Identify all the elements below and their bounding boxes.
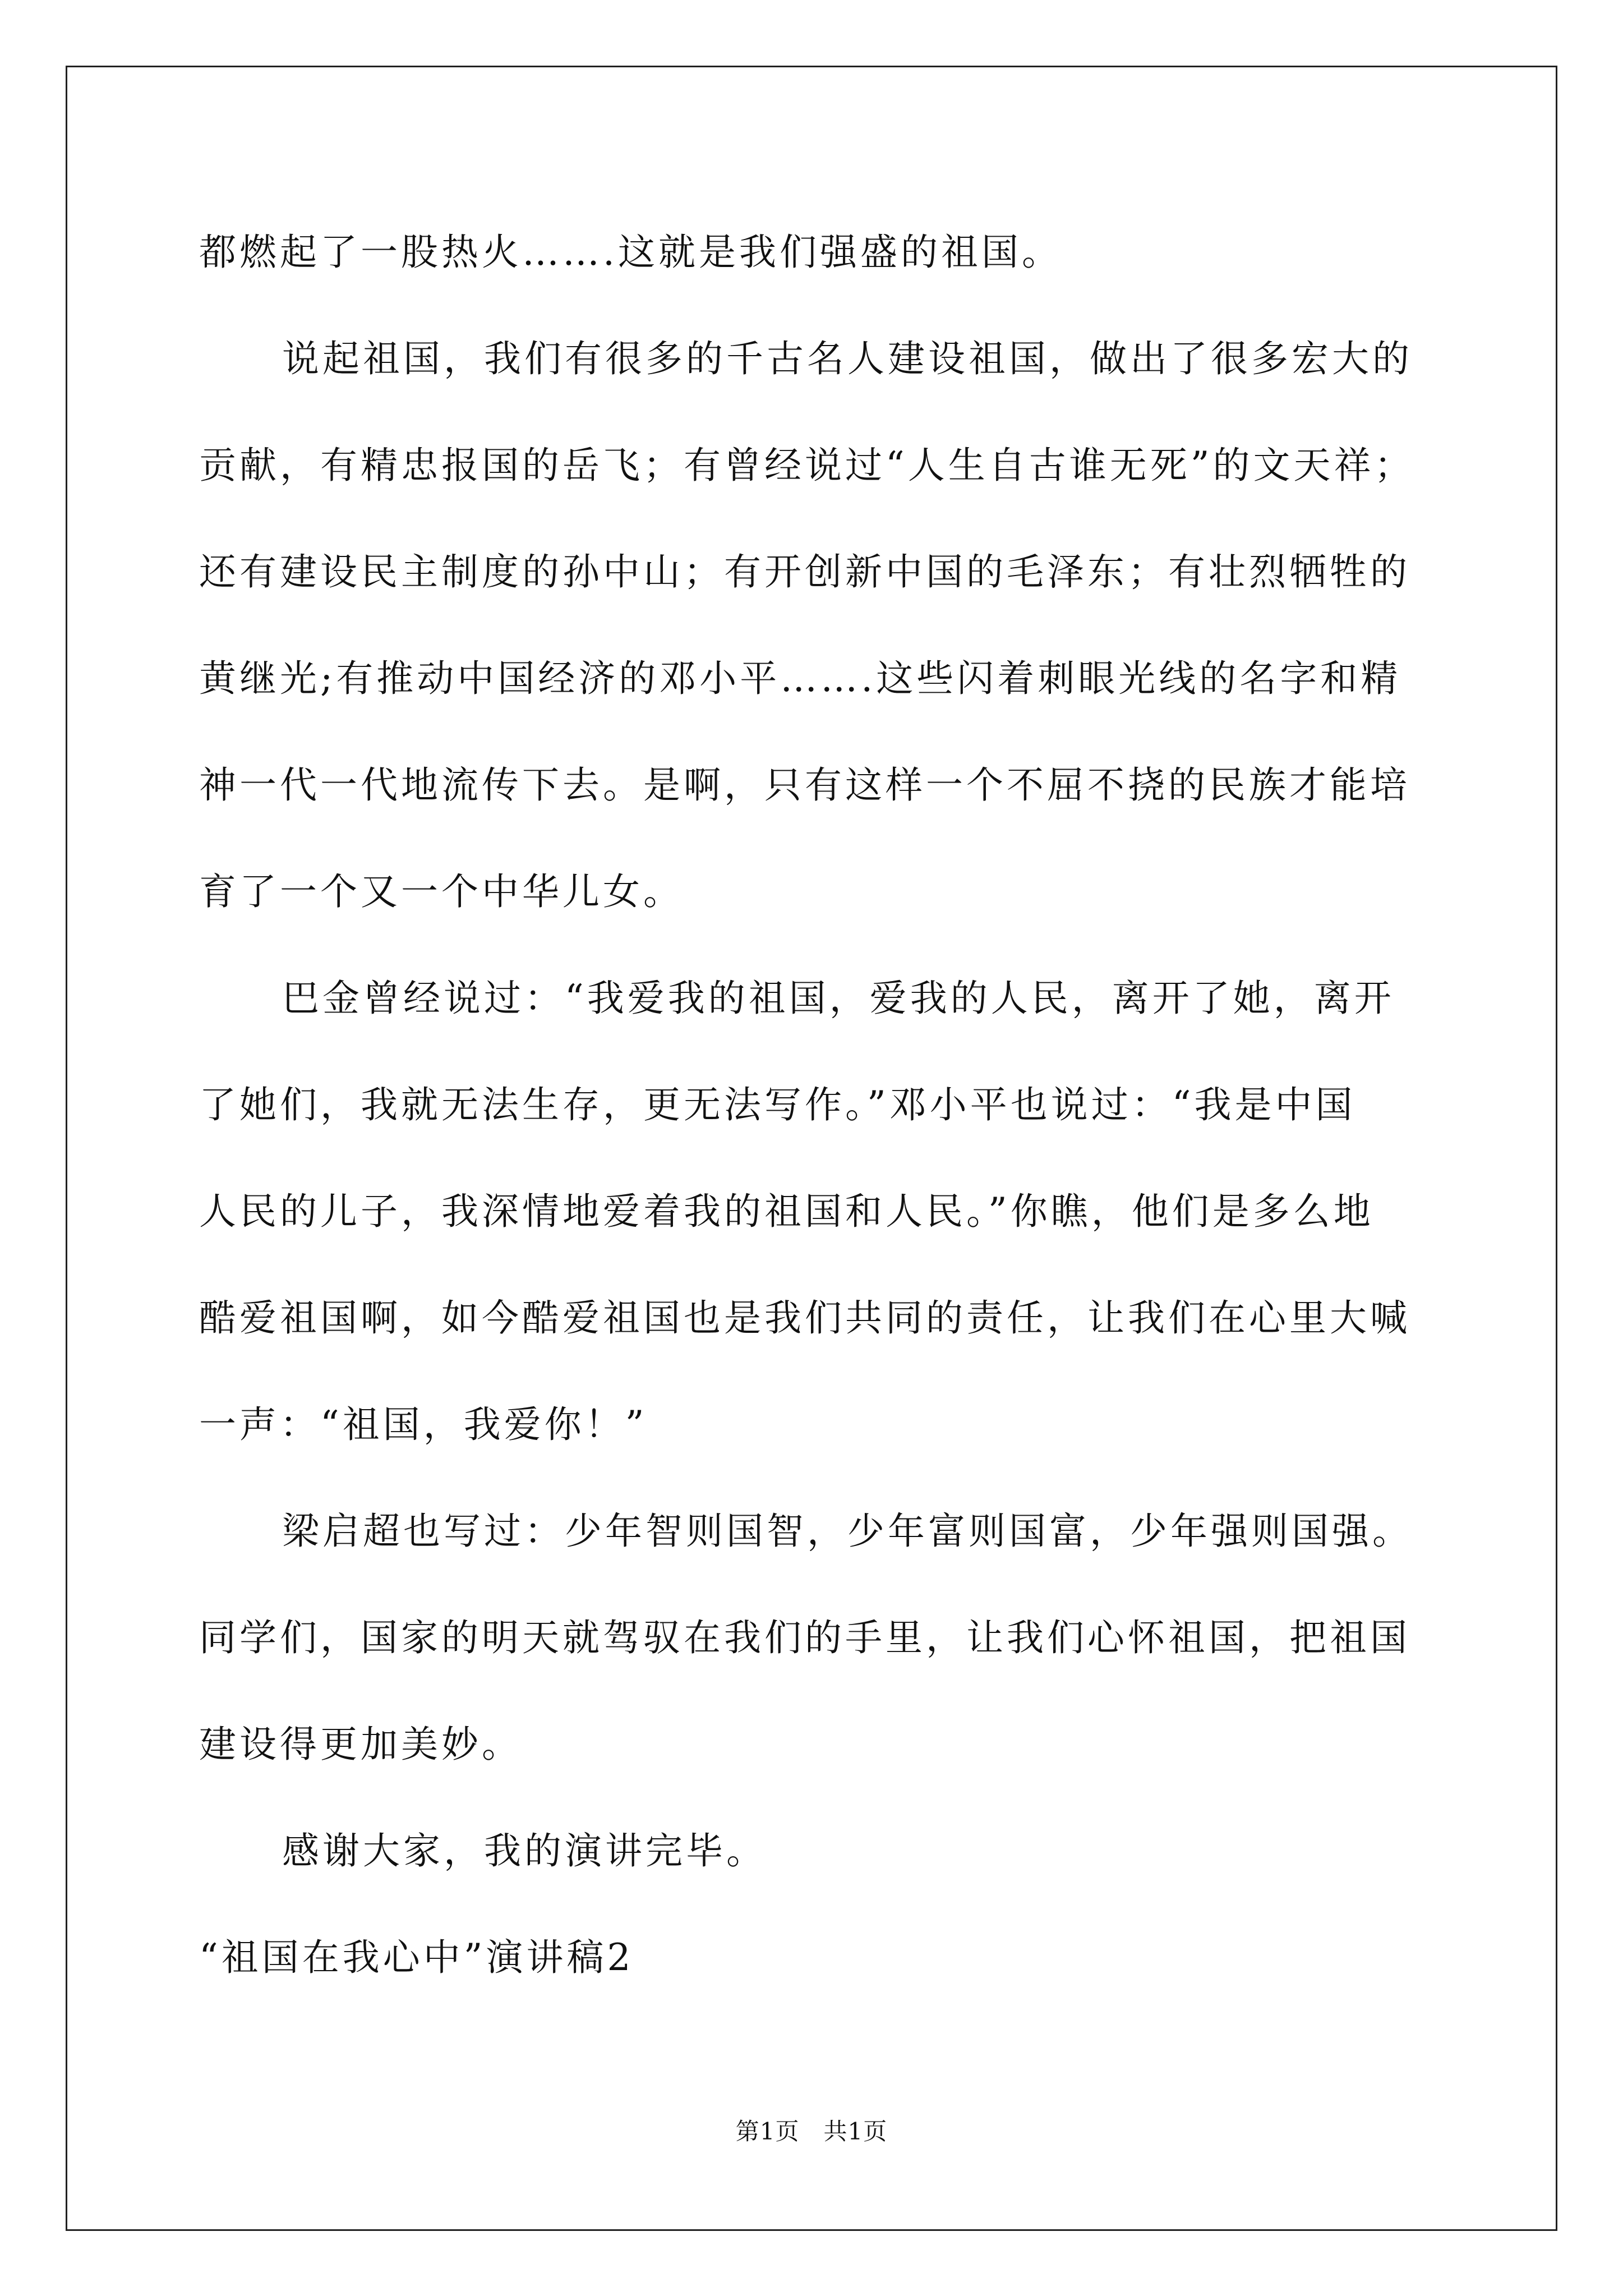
document-body (199, 199, 1433, 2011)
text-line: 人民的儿子，我深情地爱着我的祖国和人民。”你瞧，他们是多么地 (199, 1190, 1374, 1233)
text-line: 酷爱祖国啊，如今酷爱祖国也是我们共同的责任，让我们在心里大喊 (199, 1296, 1410, 1340)
text-line: 还有建设民主制度的孙中山；有开创新中国的毛泽东；有壮烈牺牲的 (199, 550, 1410, 593)
text-line: 一声：“祖国，我爱你！” (199, 1403, 648, 1446)
text-line: 都燃起了一股热火…….这就是我们强盛的祖国。 (199, 231, 1062, 274)
text-line: 贡献，有精忠报国的岳飞；有曾经说过“人生自古谁无死”的文天祥； (199, 444, 1415, 487)
text-line: 育了一个又一个中华儿女。 (199, 870, 684, 913)
paragraph-start-line: 说起祖国，我们有很多的千古名人建设祖国，做出了很多宏大的 (282, 337, 1413, 380)
paragraph-start-line: 梁启超也写过：少年智则国智，少年富则国富，少年强则国强。 (282, 1510, 1413, 1553)
paragraph-start-line: 巴金曾经说过：“我爱我的祖国，爱我的人民，离开了她，离开 (282, 977, 1395, 1020)
text-line: 了她们，我就无法生存，更无法写作。”邓小平也说过：“我是中国 (199, 1083, 1356, 1126)
text-line: 神一代一代地流传下去。是啊，只有这样一个不屈不挠的民族才能培 (199, 763, 1410, 807)
closing-line: 感谢大家，我的演讲完毕。 (282, 1829, 767, 1872)
page-number-footer: 第1页 共1页 (735, 2118, 888, 2145)
section-heading: “祖国在我心中”演讲稿2 (199, 1936, 634, 1979)
text-line: 黄继光;有推动中国经济的邓小平…….这些闪着刺眼光线的名字和精 (199, 657, 1401, 700)
text-line: 同学们，国家的明天就驾驭在我们的手里，让我们心怀祖国，把祖国 (199, 1616, 1410, 1659)
text-line: 建设得更加美妙。 (199, 1723, 522, 1766)
